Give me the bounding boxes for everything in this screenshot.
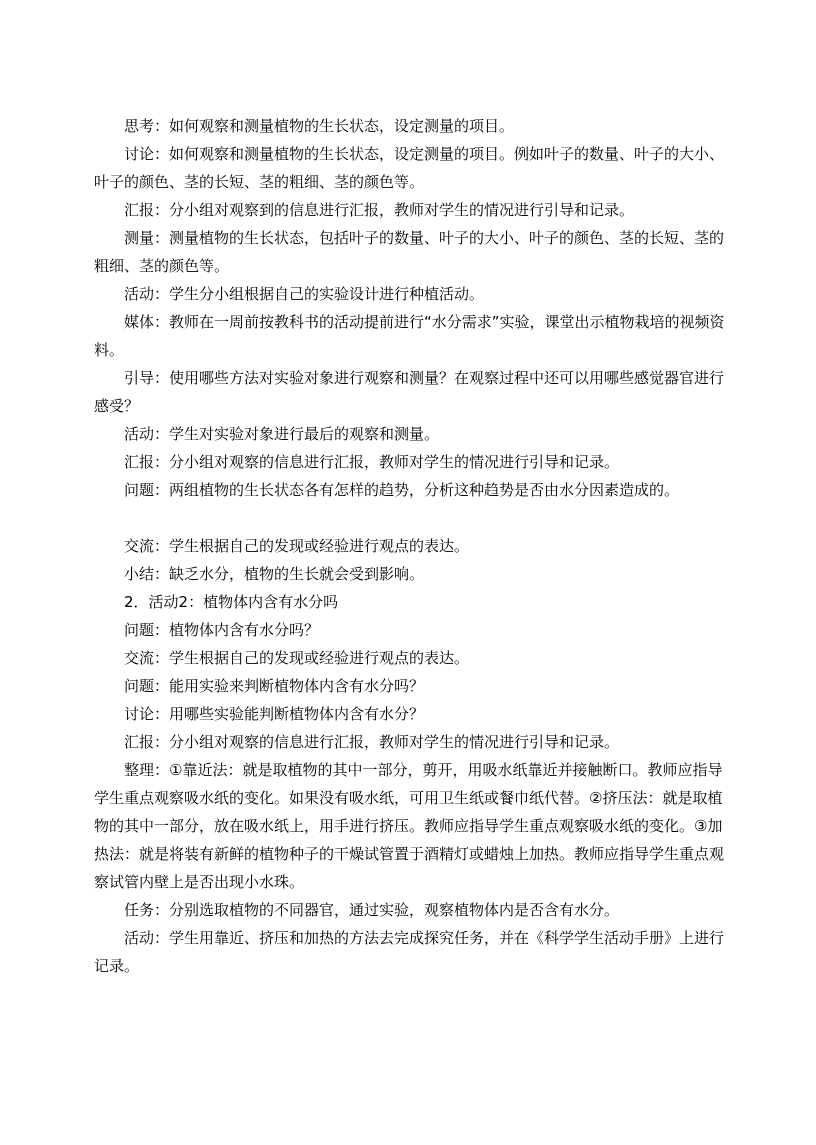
paragraph-exchange: 交流：学生根据自己的发现或经验进行观点的表达。	[124, 537, 470, 555]
paragraph-activity: 活动：学生分小组根据自己的实验设计进行种植活动。	[124, 285, 485, 303]
paragraph-report: 汇报：分小组对观察到的信息进行汇报，教师对学生的情况进行引导和记录。	[124, 201, 635, 219]
paragraph-measure: 测量：测量植物的生长状态，包括叶子的数量、叶子的大小、叶子的颜色、茎的长短、茎的粗细、茎的颜色等。	[94, 229, 725, 275]
paragraph-organize: 整理：①靠近法：就是取植物的其中一部分，剪开，用吸水纸靠近并接触断口。教师应指导学生重点观察吸水纸的变化。如果没有吸水纸，可用卫生纸或餐巾纸代替。②挤压法：就是取植物的其中一部分，放在吸水纸上，用手进行挤压。教师应指导学生重点观察吸水纸的变化。③加热法：就是将装有新鲜的植物种子的干燥试管置于酒精灯或蜡烛上加热。教师应指导学生重点观察试管内壁上是否出现小水珠。	[94, 761, 725, 891]
paragraph-discussion: 讨论：用哪些实验能判断植物体内含有水分？	[124, 705, 425, 723]
paragraph-media: 媒体：教师在一周前按教科书的活动提前进行“水分需求”实验，课堂出示植物栽培的视频资料。	[94, 313, 725, 359]
paragraph-task: 任务：分别选取植物的不同器官，通过实验，观察植物体内是否含有水分。	[124, 901, 620, 919]
paragraph-report: 汇报：分小组对观察的信息进行汇报，教师对学生的情况进行引导和记录。	[124, 733, 620, 751]
paragraph-activity: 活动：学生用靠近、挤压和加热的方法去完成探究任务，并在《科学学生活动手册》上进行记录。	[94, 929, 725, 975]
paragraph-question: 问题：植物体内含有水分吗？	[124, 621, 320, 639]
paragraph-activity: 活动：学生对实验对象进行最后的观察和测量。	[124, 425, 440, 443]
paragraph-exchange: 交流：学生根据自己的发现或经验进行观点的表达。	[124, 649, 470, 667]
paragraph-summary: 小结：缺乏水分，植物的生长就会受到影响。	[124, 565, 425, 583]
paragraph-report: 汇报：分小组对观察的信息进行汇报，教师对学生的情况进行引导和记录。	[124, 453, 620, 471]
section-heading-activity-2: 2．活动2：植物体内含有水分吗	[124, 593, 339, 611]
paragraph-guide: 引导：使用哪些方法对实验对象进行观察和测量？在观察过程中还可以用哪些感觉器官进行感受？	[94, 369, 725, 415]
paragraph-question: 问题：能用实验来判断植物体内含有水分吗？	[124, 677, 425, 695]
paragraph-thinking: 思考：如何观察和测量植物的生长状态，设定测量的项目。	[124, 117, 515, 135]
paragraph-question: 问题：两组植物的生长状态各有怎样的趋势，分析这种趋势是否由水分因素造成的。	[124, 481, 680, 499]
paragraph-discussion: 讨论：如何观察和测量植物的生长状态，设定测量的项目。例如叶子的数量、叶子的大小、叶子的颜色、茎的长短、茎的粗细、茎的颜色等。	[94, 145, 725, 191]
